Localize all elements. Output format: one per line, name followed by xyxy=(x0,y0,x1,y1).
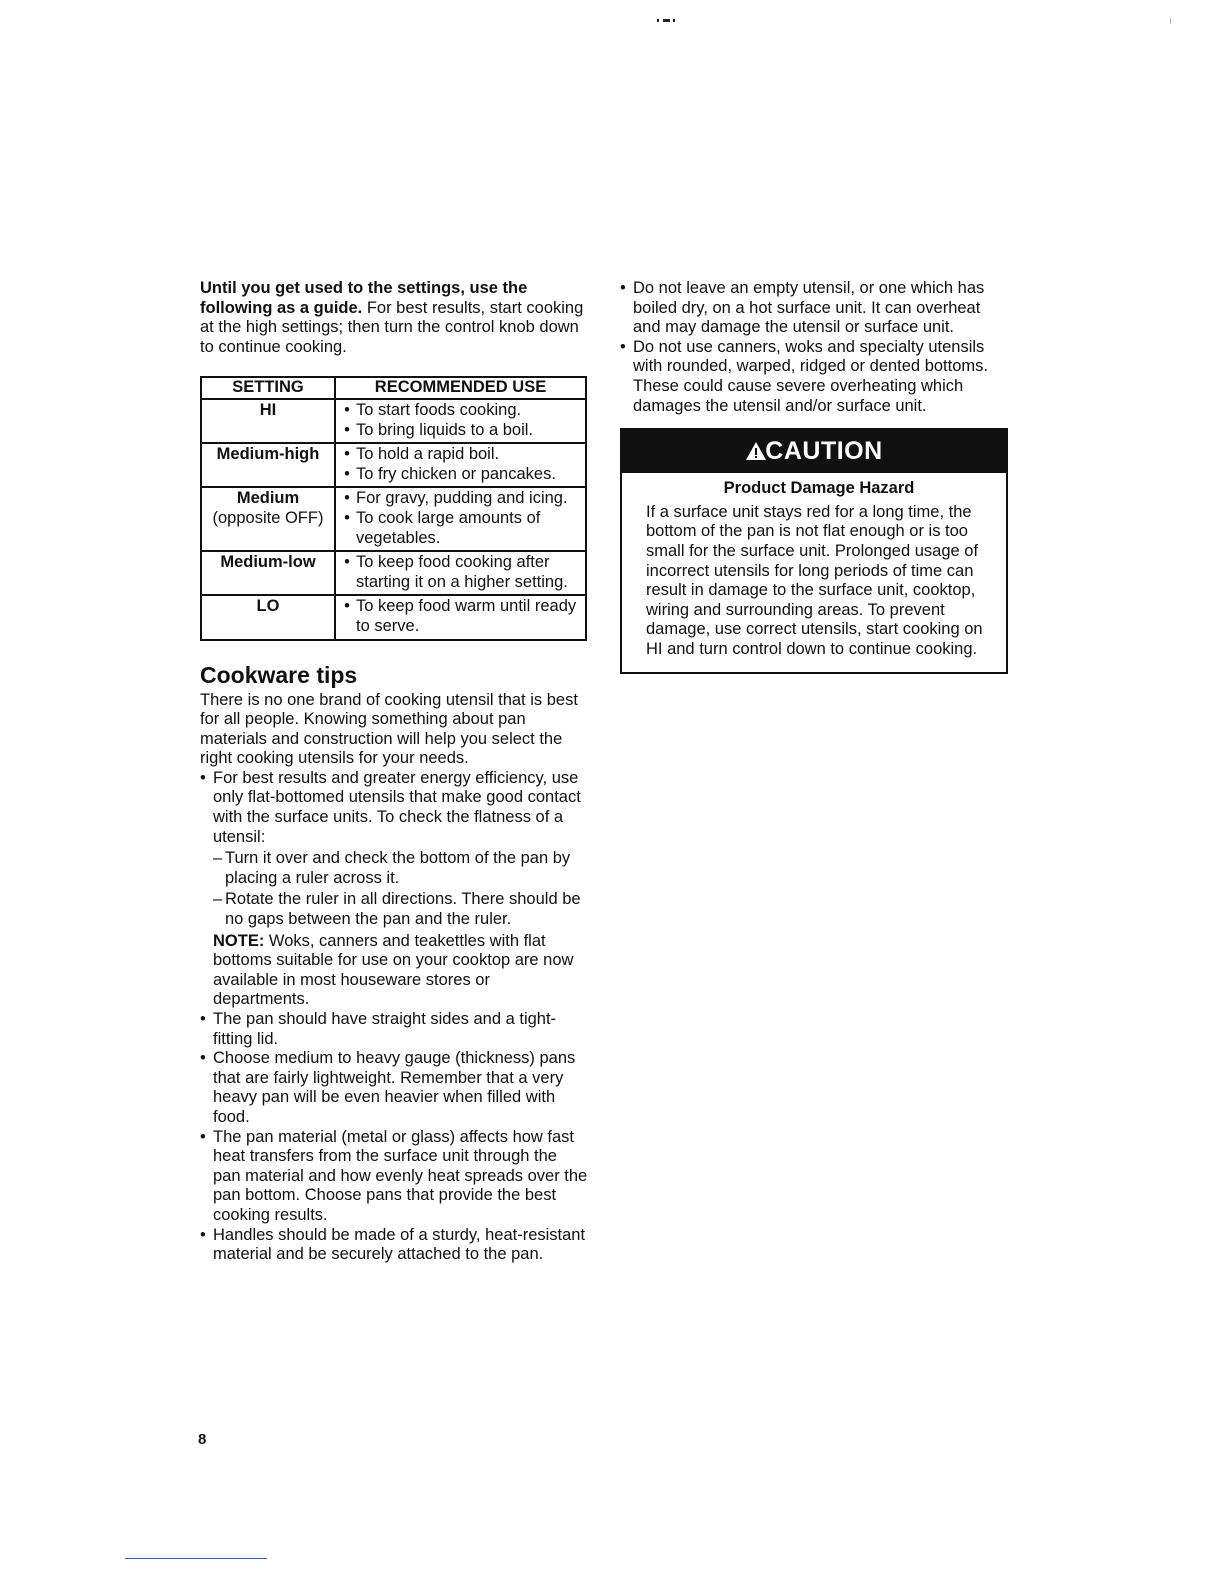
setting-label: Medium-low xyxy=(220,553,316,572)
use-item: • To start foods cooking. xyxy=(344,400,522,419)
header-setting: SETTING xyxy=(201,377,335,399)
caution-title: CAUTION xyxy=(765,437,883,466)
bullet: • xyxy=(620,279,626,297)
use-cell xyxy=(335,487,586,551)
setting-label: Medium xyxy=(236,489,300,508)
setting-cell xyxy=(201,487,335,551)
cookware-intro: There is no one brand of cooking utensil that is best for all people. Knowing something about pan materials and construction will help you select the right cooking utensils for your needs. xyxy=(200,690,578,768)
scan-tick xyxy=(1170,18,1171,24)
table-row xyxy=(201,595,586,639)
use-cell xyxy=(335,551,586,595)
list-item xyxy=(620,338,1012,416)
bullet: • xyxy=(200,1225,206,1244)
table-header-row xyxy=(201,377,586,399)
setting-label: HI xyxy=(259,400,277,419)
hazard-subtitle: Product Damage Hazard xyxy=(723,479,915,498)
use-item: • To fry chicken or pancakes. xyxy=(344,464,556,483)
use-cell xyxy=(335,399,586,443)
warning-text: Do not leave an empty utensil, or one which has boiled dry, on a hot surface unit. It can overheat and may damage the utensil or surface unit. xyxy=(633,279,985,337)
sub-item: – Rotate the ruler in all directions. There should be no gaps between the pan and the ruler. xyxy=(213,890,581,929)
table-row xyxy=(201,487,586,551)
use-item: • For gravy, pudding and icing. xyxy=(344,489,568,508)
bullet: • xyxy=(200,1127,206,1146)
table-row xyxy=(201,443,586,487)
note-label: NOTE: xyxy=(213,931,265,950)
warning-text: Do not use canners, woks and specialty utensils with rounded, warped, ridged or dented bottoms. These could cause severe overheating which damages the utensil and/or surface unit. xyxy=(633,337,988,415)
bullet: • xyxy=(200,1010,206,1028)
warning-triangle-icon xyxy=(745,441,767,461)
list-item xyxy=(200,769,588,1010)
caution-header xyxy=(622,430,1006,473)
page-number: 8 xyxy=(198,1431,207,1448)
caution-body xyxy=(622,473,1006,671)
note xyxy=(213,932,588,1010)
bullet: • xyxy=(200,1049,206,1068)
list-item xyxy=(200,1226,588,1265)
use-item: • To bring liquids to a boil. xyxy=(344,420,534,439)
section-heading: Cookware tips xyxy=(200,661,358,688)
use-cell xyxy=(335,595,586,639)
use-item: • To keep food cooking after starting it on a higher setting. xyxy=(344,553,568,591)
intro-bold: Until you get used to the settings, use the following as a guide. xyxy=(200,279,528,317)
tip-text: Handles should be made of a sturdy, heat-resistant material and be securely attached to the pan. xyxy=(213,1225,586,1264)
tip-text: Choose medium to heavy gauge (thickness) pans that are fairly lightweight. Remember that a very heavy pan will be even heavier when filled with food. xyxy=(213,1049,576,1126)
use-item: • To hold a rapid boil. xyxy=(344,445,500,464)
setting-cell xyxy=(201,551,335,595)
setting-label: Medium-high xyxy=(216,445,320,464)
right-column xyxy=(620,279,1012,674)
intro-text: For best results, start cooking at the high settings; then turn the control knob down to continue cooking. xyxy=(200,298,584,356)
list-item xyxy=(200,1049,588,1127)
use-item: • To cook large amounts of vegetables. xyxy=(344,508,541,547)
caution-box xyxy=(620,428,1008,673)
list-item xyxy=(200,1010,588,1049)
scan-mark xyxy=(657,19,675,23)
header-recommended-use: RECOMMENDED USE xyxy=(335,377,586,399)
cookware-tips-list xyxy=(200,769,588,1265)
list-item xyxy=(200,1128,588,1226)
setting-cell xyxy=(201,595,335,639)
intro-paragraph xyxy=(200,279,588,357)
sub-item: – Turn it over and check the bottom of the pan by placing a ruler across it. xyxy=(213,849,571,887)
use-item: • To keep food warm until ready to serve. xyxy=(344,597,577,635)
note-text: Woks, canners and teakettles with flat bottoms suitable for use on your cooktop are now available in most houseware stores or departments. xyxy=(213,931,574,1009)
tip-text: For best results and greater energy efficiency, use only flat-bottomed utensils that make good contact with the surface units. To check the flatness of a utensil: xyxy=(213,768,581,846)
table-row xyxy=(201,551,586,595)
left-column xyxy=(200,279,588,1265)
setting-sublabel: (opposite OFF) xyxy=(212,508,324,527)
utensil-warnings-list xyxy=(620,279,1012,416)
table-row xyxy=(201,399,586,443)
tip-text: The pan should have straight sides and a tight-fitting lid. xyxy=(213,1010,557,1048)
use-cell xyxy=(335,443,586,487)
bullet: • xyxy=(620,337,626,356)
caution-text: If a surface unit stays red for a long time, the bottom of the pan is not flat enough or is too small for the surface unit. Prolonged usage of incorrect utensils for long periods of time can result in damage to the surface unit, cooktop, wiring and surrounding areas. To prevent damage, use correct utensils, start cooking on HI and turn control down to continue cooking. xyxy=(646,502,983,658)
tip-text: The pan material (metal or glass) affects how fast heat transfers from the surface unit through the pan material and how evenly heat spreads over the pan bottom. Choose pans that provide the best cooking results. xyxy=(213,1127,588,1224)
bottom-rule xyxy=(125,1558,267,1559)
setting-label: LO xyxy=(256,597,280,616)
settings-table xyxy=(200,376,587,640)
setting-cell xyxy=(201,399,335,443)
list-item xyxy=(620,279,1012,338)
setting-cell xyxy=(201,443,335,487)
bullet: • xyxy=(200,768,206,787)
